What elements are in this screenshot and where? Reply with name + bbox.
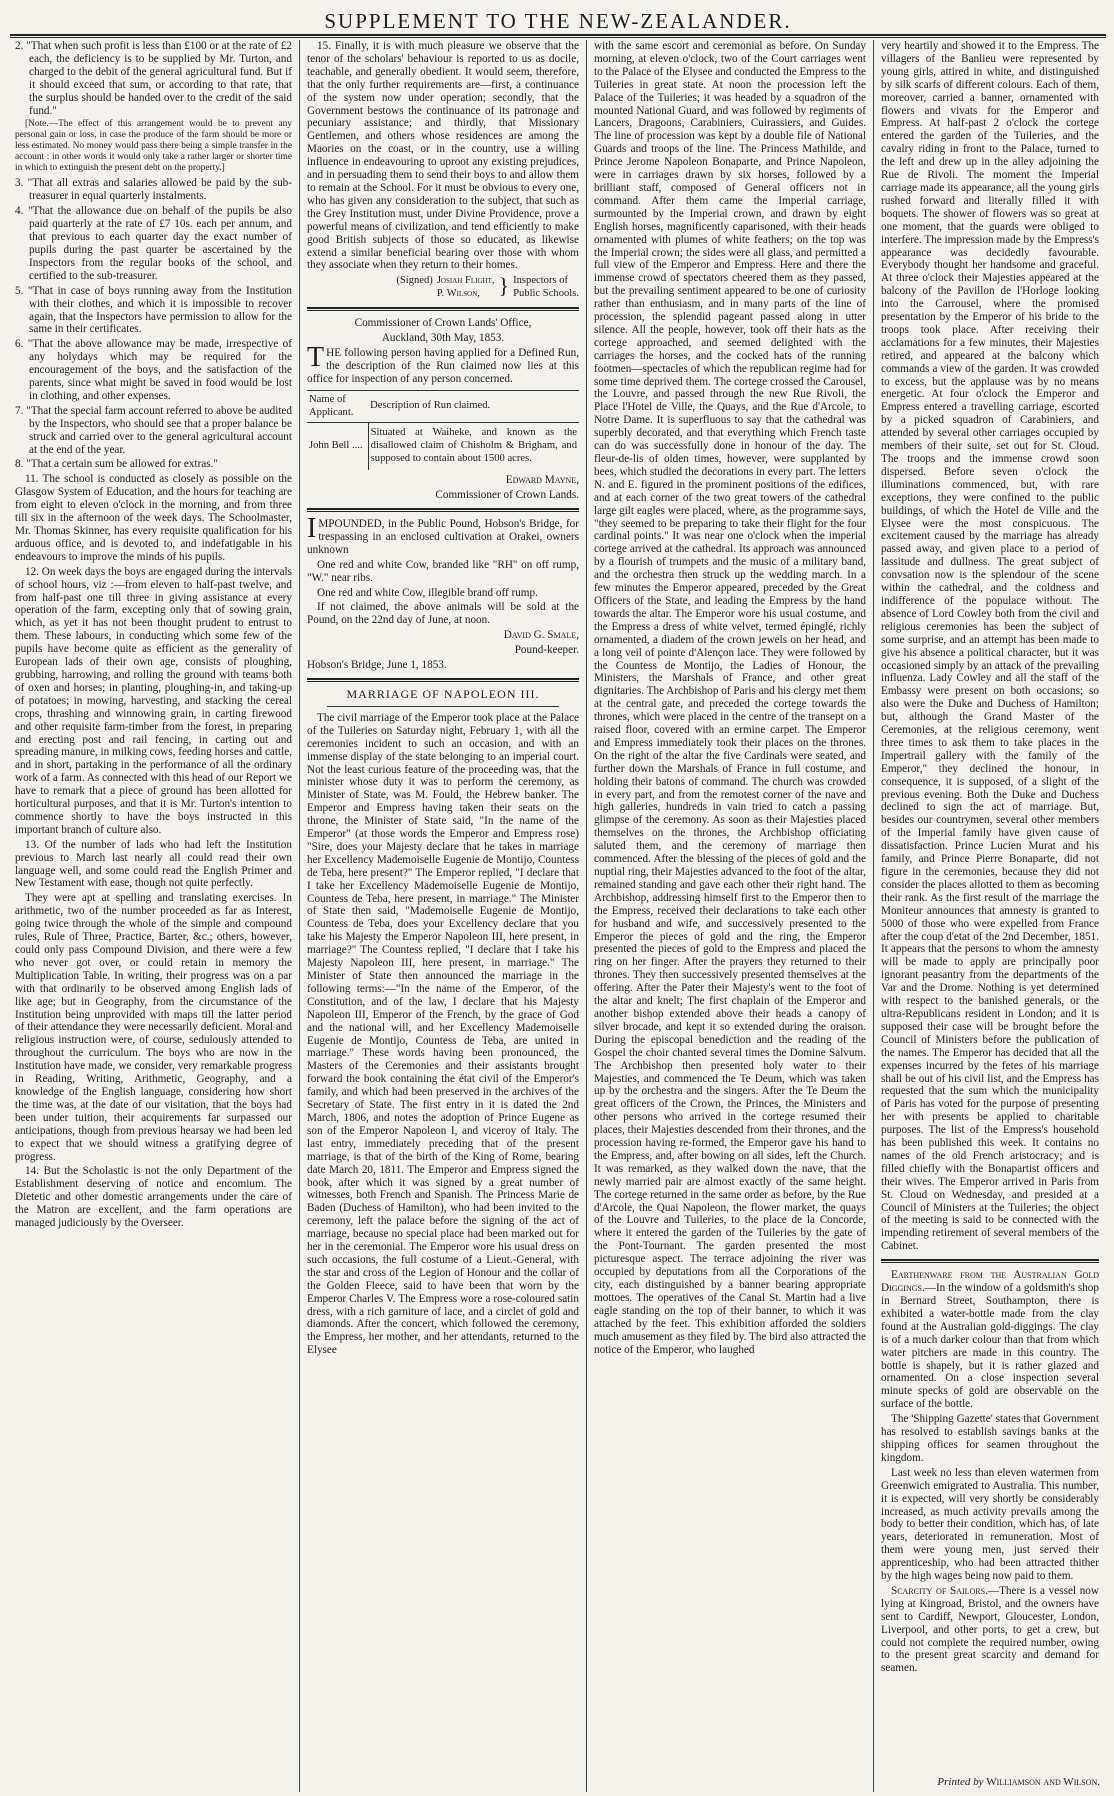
table-row: [307, 423, 579, 470]
run-description: Situated at Waiheke, and known as the disallowed claim of Chisholm & Brigham, and supposed to contain about 1500 acres.: [368, 423, 579, 470]
impound-notice: IMPOUNDED, in the Public Pound, Hobson's Bridge, for trespassing in an enclosed cultivation at Orakei, owners unknown: [307, 513, 579, 556]
article-body: with the same escort and ceremonial as before. On Sunday morning, at eleven o'clock, two of the Court carriages went to the Palace of the Elysee and conducted the Empress to the Tuileries in great state. At noon the procession left the Palace of the Tuileries; it was headed by a squadron of the mounted National Guard, and was followed by regiments of Lancers, Dragoons, Carabiniers, Cuirassiers, and Guides. The line of procession was kept by a double file of National Guards and troops of the line. The Princess Mathilde, and Prince Jerome Napoleon Bonaparte, and Prince Napoleon, were in carriages drawn by six horses, followed by a brilliant staff, composed of General officers not in command. After them came the Imperial carriage, surmounted by the Imperial crown, and drawn by eight English horses, magnificently caparisoned, with their heads ornamented with plumes of white feathers; on the top was the Imperial crown; the sides were all glass, and permitted a full view of the Emperor and Empress. Here and there the immense crowd of spectators cheered them as they passed, but the prevailing sentiment appeared to be one of curiosity rather than enthusiasm, and in many parts of the line of procession, the splendid pageant passed along in utter silence. All the people, however, took off their hats as the cortege approached, and seemed delighted with the carriages the horses, and the cocked hats of the running footmen—spectacles of which the republican regime had for some time deprived them. The cortege crossed the Carousel, the Louvre, and passed through the new Rue Rivoli, the Place l'Hotel de Ville, the Quays, and the Rue d'Arcole, to Notre Dame. It is superfluous to say that the cathedral was superbly decorated, and that everything which French taste can do was successfully done in honour of the day. The fleur-de-lis of olden times, however, were supplanted by bees, which studied the decorations in every part. The letters N. and E. figured in the prominent positions of the edifices, and at each corner of the two great towers of the cathedral large gilt eagles were placed, where, as the programme says, "they seemed to be preparing to take their flight for the four cardinal points." It was near one o'clock when the imperial cortege arrived at the cathedral. Its approach was announced by a flourish of trumpets and the music of a military band, and the orchestra then struck up the wedding march. In a few minutes the Emperor appeared, preceded by the Great Officers of the State, and leading the Empress by the hand towards the altar. The Emperor wore his usual costume, and the Empress a dress of white velvet, termed épinglé, richly ornamented, a diadem of the crown jewels on her head, and a long veil of pointe d'Alençon lace. They were followed by the Countess de Montijo, the Ladies of Honour, the Ministers, the Marshals of France, and other great dignitaries. The Archbishop of Paris and his clergy met them at the central gate, and preceded the cortege towards the thrones, which were placed in the centre of the transept on a raised floor, covered with an ermine carpet. The Emperor and Empress immediately took their places on the thrones. On the right of the altar the five Cardinals were seated, and further down the Marshals of France in full costume, and holding their batons of command. The church was crowded in every part, and from the remotest corner of the nave and high galleries, hundreds in vain tried to catch a passing glimpse of the ceremony. As soon as their Majesties placed themselves on the thrones, the Archbishop officiating saluted them, and the ceremony of marriage then commenced. After the blessing of the pieces of gold and the nuptial ring, their Majesties advanced to the foot of the altar, remained standing and gave each other their right hand. The Archbishop, addressing himself first to the Emperor then to the Empress, received their declarations to take each other for husband and wife, and successively presented to the Emperor the pieces of gold and the ring, the Emperor presented the pieces of gold to the Empress and placed the ring on her finger. After the prayers they returned to their thrones. They then successively presented themselves at the offering. After the Pater their Majesty's went to the foot of the altar and knelt; The first chaplain of the Emperor and another bishop extended above their heads a canopy of silver brocade, and kept it so extended during the oraison. During the episcopal benediction and the reading of the Gospel the choir chanted several times the Domine Salvum. The Archbishop then presented holy water to their Majesties, and commenced the Te Deum, which was taken up by the orchestra and the singers. After the Te Deum the great officers of the Crown, the Princes, the Ministers and other persons who arrived in the cortege resumed their places, their Majesties descended from their thrones, and the procession having re-formed, the Emperor gave his hand to the Empress, and, after bowing on all sides, left the Church. It was remarked, as they walked down the nave, that the newly married pair are almost exactly of the same height. The cortege returned in the same order as before, by the Rue d'Arcole, the Quai Napoleon, the flower market, the quays of the Louvre and Tuileries, to the place de la Concorde, where it entered the garden of the Tuileries by the gate of the Pont-Tournant. The garden presented the most picturesque aspect. The terrace adjoining the river was occupied by deputations from all the Corporations of the city, each distinguished by a banner bearing appropriate mottoes. The operatives of the Canal St. Martin had a live eagle standing on the top of their banner, to which it was attached by the feet. This exhibition afforded the soldiers much amusement as they filed by. The bird also attracted the notice of the Emperor, who laughed: [594, 40, 866, 1356]
section-rule: [307, 508, 579, 512]
notice-body: THE following person having applied for a Defined Run, the description of the Run claimed now lies at this office for inspection of any person concerned.: [307, 341, 579, 385]
news-item: [881, 1269, 1099, 1411]
resolution-item: 5. "That in case of boys running away from the Institution with their clothes, and which it is impossible to recover again, that the Inspectors have permission to allow for the same in their certificates.: [15, 284, 292, 336]
news-item-text: —There is a vessel now lying at Kingroad, Bristol, and the owners have sent to Cardiff, Newport, Gloucester, London, Liverpool, and other ports, to get a crew, but could not complete the required number, owing to the present great scarcity and demand for seamen.: [881, 1584, 1099, 1675]
printer-imprint: [937, 1776, 1100, 1788]
section-rule: [881, 1259, 1099, 1263]
impound-signer: David G. Smale,: [503, 629, 579, 642]
brace-glyph: }: [498, 273, 510, 299]
report-paragraph: 15. Finally, it is with much pleasure we observe that the tenor of the scholars' behaviour is reported to us as docile, teachable, and generally obedient. It would seem, therefore, that the only further requirements are—first, a continuance of the system now under operation; secondly, that the Government bestows the continuance of its patronage and pecuniary assistance; and thirdly, that Missionary Gentlemen, and others whose residences are among the Maories on the coast, or in the country, use a willing influence in endeavouring to uproot any existing prejudices, and in persuading them to send their boys to and allow them to remain at the School. For it must be obvious to every one, who has given any consideration to the subject, that such as the Grey Institution must, under Divine Providence, prove a powerful means of civilization, and tend efficiently to make good British subjects of those so educated, as likewise extend a similar beneficial bearing over those with whom they associate when they return to their homes.: [307, 40, 579, 272]
report-paragraph: They were apt at spelling and translating exercises. In arithmetic, two of the number proceeded as far as Interest, going twice through the whole of the simple and compound rules, Rule of Three, Practice, Barter, &c.; others, however, could only pass Compound Division, and there were a few who never got over, or could retain in memory the Multiplication Table. In writing, their progress was on a par with that ordinarily to be observed among English lads of like age; but in Geography, from the circumstance of the Institution being unprovided with maps till the latter period of their attendance they were necessarily deficient. Moral and religious instruction were, of course, sedulously attended to throughout the curriculum. The boys who are now in the Institution have made, we consider, very remarkable progress in Reading, Writing, Arithmetic, Geography, and a knowledge of the English language, considering how short the time was, at the date of our visitation, that the boys had been under tuition, their acquirements far surpassed our anticipations, though from previous hearsay we had been led to expect that we should witness a gratifying degree of progress.: [15, 892, 292, 1163]
impound-role: Pound-keeper.: [514, 644, 579, 657]
column-2: [300, 40, 587, 1792]
masthead-rule: [10, 34, 1106, 38]
resolution-item: 4. "That the allowance due on behalf of the pupils be also paid quarterly at the rate of £7 10s. each per annum, and that previous to each quarter day the exact number of pupils during the past quarter be ascertained by the Inspectors from the regular books of the school, and certified to the sub-treasurer.: [15, 205, 292, 282]
notice-role: Commissioner of Crown Lands.: [435, 489, 579, 502]
printed-prefix: Printed by: [937, 1776, 984, 1788]
resolution-item: 6. "That the above allowance may be made, irrespective of any holydays which may be required for the encouragement of the boys, and the satisfaction of the parents, since what might be saved in food would be lost in clothing, and other expenses.: [15, 338, 292, 402]
resolution-item: 2. "That when such profit is less than £100 or at the rate of £2 each, the deficiency is to be supplied by Mr. Turton, and charged to the debit of the general agricultural fund. But if it should exceed that sum, or according to that rate, that the surplus should be handed over to the credit of the said fund.": [15, 40, 292, 117]
report-paragraph: 12. On week days the boys are engaged during the intervals of school hours, viz :—from eleven to half-past twelve, and from half-past one till three in giving assistance at every operation of the farm, excepting only that of sowing grain, which, as yet it has not been thought prudent to entrust to them. These labours, in conducting which some few of the pupils have become quite as efficient as the generality of European lads of their own age, consists of ploughing, grubbing, harrowing, and rolling the ground with teams both of oxen and horses; in planting, ploughing-in, and taking-up of potatoes; in mowing, harvesting, and stacking the cereal crops, thrashing and winnowing grain, in carting firewood and other requisite farm-timber from the forest, in preparing and erecting post and rail fencing, in carting out and spreading manure, in milking cows, feeding horses and cattle, and in short, partaking in the performance of all the ordinary work of a farm. As connected with this head of our Report we have to remark that a piece of ground has been allotted for horticultural purposes, and that it is Mr. Turton's intention to commence shortly to have the boys instructed in this important branch of culture also.: [15, 565, 292, 836]
notice-signer: Edward Mayne,: [505, 474, 579, 487]
report-paragraph: 11. The school is conducted as closely as possible on the Glasgow System of Education, and the hours for teaching are from eight to eleven o'clock in the morning, and from three till six in the afternoon of the week days. The Schoolmaster, Mr. Thomas Skinner, has every requisite qualification for his arduous office, and is devoted to, and indefatigable in his endeavours to improve the minds of his pupils.: [15, 473, 292, 563]
news-item-text: —In the window of a goldsmith's shop in Bernard Street, Southampton, there is exhibited a water-bottle made from the clay found at the Australian gold-diggings. The clay is of a much darker colour than that from which water pitchers are made in this country. The bottle is shapely, but it is rather glazed and ornamented. On a close inspection several minute specks of gold are observable on the surface of the bottle.: [881, 1282, 1099, 1411]
impound-line: One red and white Cow, branded like "RH" on off rump, "W." near ribs.: [307, 558, 579, 584]
article-headline: MARRIAGE OF NAPOLEON III.: [346, 686, 540, 701]
columns: [8, 40, 1108, 1792]
column-1: [8, 40, 300, 1792]
applicant-name: John Bell ....: [309, 440, 363, 452]
news-item-title: Earthenware from the Australian Gold Diggings.: [881, 1269, 1099, 1295]
masthead: SUPPLEMENT TO THE NEW-ZEALANDER.: [324, 9, 792, 33]
section-rule: [307, 307, 579, 311]
article-body: very heartily and showed it to the Empress. The villagers of the Banlieu were represented by young girls, attired in white, and distinguished by silk scarfs of different colours. Each of them, moreover, carried a banner, ornamented with flowers and vivats for the Emperor and Empress. At half-past 2 o'clock the cortege entered the garden of the Tuileries, and the cavalry riding in front to the Palace, turned to the left and drew up in the alley adjoining the Rue de Rivoli. The moment the Imperial carriage made its appearance, all the young girls rushed forward and literally filled it with boquets. The shower of flowers was so great at one moment, that the guards were obliged to interfere. The impression made by the Empress's appearance was decidedly favourable. Everybody thought her handsome and graceful. At three o'clock their Majesties appeared at the balcony of the Pavillon de l'Horloge looking into the Carrousel, where the promised presentation by the Emperor of his bride to the troops took place. After receiving their acclamations for a few minutes, their Majesties retired, and appeared at the balcony which commands a view of the garden. It was crowded to excess, but the applause was by no means energetic. At four o'clock the Emperor and Empress entered a travelling carriage, escorted by a picked squadron of Carabiniers, and attended by several other carriages occupied by members of their suite, set out for St. Cloud. The troops and the immense crowd soon dispersed. Before seven o'clock the illuminations commenced, but, with rare exceptions, they were confined to the public buildings, of which the Hotel de Ville and the Elysee were the most conspicuous. The excitement caused by the marriage has already passed away, and given place to a period of lassitude and dullness. The great subject of convsation now is the splendour of the scene within the cathedral, and the coldness and indifference of the populace without. The absence of Lord Cowley both from the civil and religious ceremonies has been the subject of some surprise, and an attempt has been made to give his absence a political character, but it was occasioned simply by an attack of the prevailing influenza. Lady Cowley and all the staff of the Embassy were present on both occasions; so also were the Duke and Duchess of Hamilton; but, although the Grand Master of the Ceremonies, at the religious ceremony, went three times to ask them to take places in the Impertrail gallery with the family of the Emperor," they declined the honour, in consequence, it is supposed, of a slight of the previous evening. Both the Duke and Duchess declined to sign the act of marriage. But, besides our countrymen, several other members of the Imperial family have given cause of dissatisfaction. Prince Lucien Murat and his family, and Prince Pierre Bonaparte, did not figure in the ceremonies, because they did not consider the places allotted to them as becoming their rank. As the first result of the marriage the Moniteur announces that amnesty is granted to 5000 of those who were expelled from France after the coup d'etat of the 2nd December, 1851. It appears that the persons to whom the amnesty will be made to apply are principally poor ignorant peasantry from the departments of the Var and the Drome. Nothing is yet determined with respect to the banished generals, or the ultra-Republicans resident in London; and it is supposed their case will be brought before the Council of Ministers before the publication of the names. The Emperor has decided that all the expenses incurred by the fetes of his marriage shall be out of his civil list, and the Empress has requested that the sum which the municipality of Paris has voted for the purpose of presenting her with presents be applied to charitable purposes. The list of the Empress's household has been published this week. It contains no names of the old French aristocracy; and is filled chiefly with the Bonapartist officers and their wives. The Emperor arrived in Paris from St. Cloud on Wednesday, and presided at a Council of Ministers at the Tuileries; the object of the meeting is said to be connected with the impending retirement of several members of the Cabinet.: [881, 40, 1099, 1253]
note: [Note.—The effect of this arrangement would be to prevent any personal gain or loss, in case the produce of the farm should be more or less estimated. No money would pass there being a simple transfer in the account : in other words it would only take a rather larger or shorter time in which to extinguish the present debt on the property.]: [15, 119, 292, 174]
impound-line: One red and white Cow, illegible brand off rump.: [317, 586, 538, 599]
signer-names: [437, 275, 495, 301]
signer-name: Josiah Flight,: [436, 275, 495, 287]
article-body: The civil marriage of the Emperor took place at the Palace of the Tuileries on Saturday night, February 1, with all the ceremonies incident to such an occasion, and with an immense display of the state belonging to an imperial court. Not the least curious feature of the proceeding was, that the minister whose duty it was to perform the ceremony, as Minister of State, was M. Fould, the Hebrew banker. The Emperor and Empress having taken their seats on the throne, the Minister of State said, "In the name of the Emperor" (at those words the Emperor and Empress rose) "Sire, does your Majesty declare that he takes in marriage her Excellency Mademoiselle Eugenie de Montijo, Countess de Teba, here present?" The Emperor replied, "I declare that I take her Excellency Mademoiselle Eugenie de Montijo, Countess de Teba, here present, in marriage." The Minister of State then said, "Mademoiselle Eugenie de Montijo, Countess de Teba, does your Excellency declare that you take his Majesty the Emperor Napoleon III, here present, in marriage?" The Countess replied, "I declare that I take his Majesty Napoleon III, here present, in marriage." The Minister of State then announced the marriage in the following terms:—"In the name of the Emperor, of the Constitution, and of the law, I declare that his Majesty Napoleon III, Emperor of the French, by the grace of God and the national will, and her Excellency Mademoiselle Eugenie de Montijo, Countess de Teba, are united in marriage." These words having been pronounced, the Masters of the Ceremonies and their assistants brought forward the book containing the état civil of the Emperor's family, and which had been preserved in the archives of the Secretary of State. The first entry in it is dated the 2nd March, 1806, and notes the adoption of Prince Eugene as son of the Emperor Napoleon I, and viceroy of Italy. The last entry, immediately preceding that of the present marriage, is that of the birth of the King of Rome, bearing date March 20, 1811. The Emperor and Empress signed the book, after which it was signed by a great number of witnesses, both French and Spanish. The Princess Marie de Baden (Duchess of Hamilton), who had been invited to the ceremony, left the palace before the signing of the act of marriage, because no special place had been marked out for her in the ceremonial. The Emperor wore his usual dress on such occasions, the full costume of a Lieut.-General, with the star and cross of the Legion of Honour and the collar of the Golden Fleece, said to have been that worn by the Emperor Charles V. The Empress wore a rose-coloured satin dress, with a rich garniture of lace, and a circlet of gold and diamonds. After the concert, which followed the ceremony, the Empress, her mother, and her attendants, returned to the Elysee: [307, 711, 579, 1357]
resolution-item: 3. "That all extras and salaries allowed be paid by the sub-treasurer in equal quarterly instalments.: [15, 177, 292, 203]
signer-role: Public Schools.: [513, 288, 579, 300]
report-paragraph: 14. But the Scholastic is not the only Department of the Establishment deserving of notice and encomium. The Dietetic and other domestic arrangements under the care of the Matron are excellent, and the farm operations are managed judiciously by the Overseer.: [15, 1165, 292, 1230]
impound-line: If not claimed, the above animals will be sold at the Pound, on the 22nd day of June, at noon.: [307, 601, 579, 627]
signed-label: (Signed): [396, 275, 433, 287]
resolution-item: 7. "That the special farm account referred to above be audited by the Inspectors, who should see that a proper balance be struck and carried over to the general agricultural account at the end of the year.: [15, 404, 292, 456]
news-item-title: Scarcity of Sailors.: [891, 1584, 988, 1597]
table-header: Description of Run claimed.: [368, 390, 579, 423]
report-signature: [307, 275, 579, 301]
notice-heading: Commissioner of Crown Lands' Office,: [354, 317, 532, 330]
impound-place: Hobson's Bridge, June 1, 1853.: [307, 659, 447, 672]
resolution-item: 8. "That a certain sum be allowed for extras.": [15, 458, 218, 471]
notice-heading: Auckland, 30th May, 1853.: [381, 332, 505, 345]
signer-name: P. Wilson,: [436, 288, 480, 300]
news-item: The 'Shipping Gazette' states that Government has resolved to establish savings banks at the shipping offices for seamen throughout the kingdom.: [881, 1413, 1099, 1464]
table-header: Name of Applicant.: [307, 390, 368, 423]
signer-roles: [513, 275, 579, 301]
run-table: [307, 390, 579, 471]
headline-rule: [327, 706, 559, 707]
section-rule: [307, 678, 579, 682]
column-3: [587, 40, 874, 1792]
signer-role: Inspectors of: [513, 275, 569, 287]
report-paragraph: 13. Of the number of lads who had left the Institution previous to March last nearly all could read their own language well, and some could read the English Primer and New Testament with ease, though not quite perfectly.: [15, 838, 292, 890]
printer-name: Williamson and Wilson.: [986, 1776, 1100, 1788]
column-4: [874, 40, 1106, 1792]
news-item: [881, 1585, 1099, 1675]
news-item: Last week no less than eleven watermen from Greenwich emigrated to Australia. This number, it is expected, will very shortly be considerably increased, as much activity prevails among the body to better their condition, which has, of late years, deteriorated in remuneration. Most of them were young men, just served their apprenticeship, who had been attracted thither by the high wages being now paid to them.: [881, 1466, 1099, 1583]
